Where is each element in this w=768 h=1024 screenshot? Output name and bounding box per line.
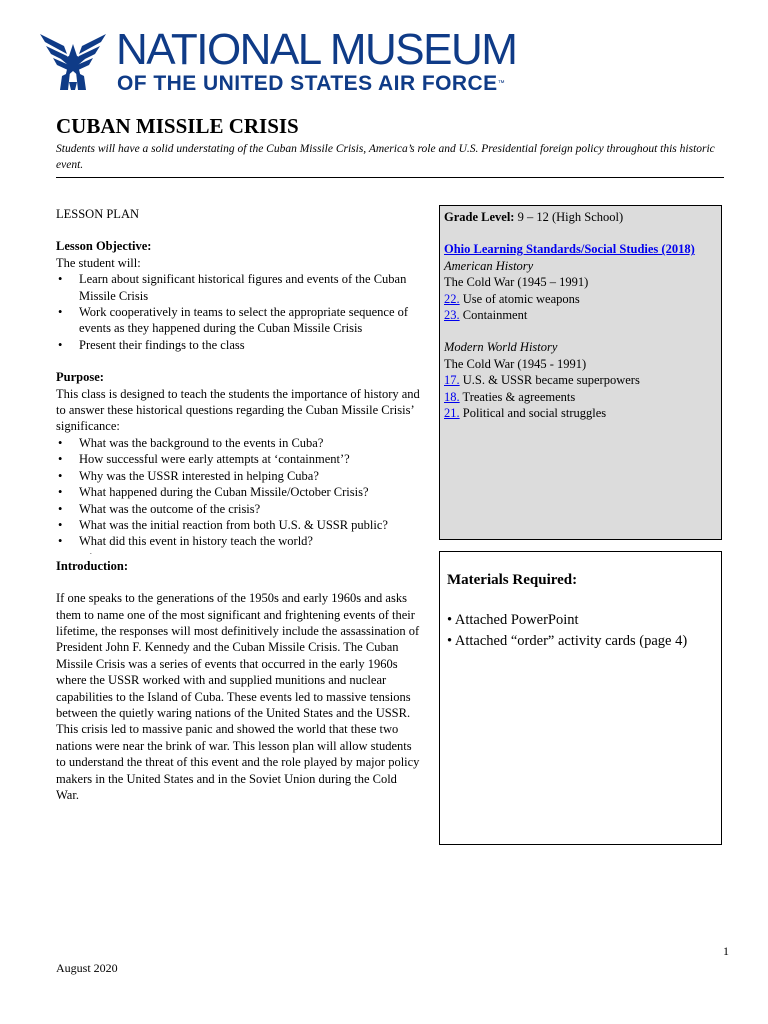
purpose-item: • What did this event in history teach the world? — [56, 533, 424, 549]
footer-date: August 2020 — [56, 961, 118, 975]
grade-level-label: Grade Level: — [444, 210, 515, 224]
objective-heading: Lesson Objective: — [56, 239, 152, 254]
purpose-item: • What was the background to the events in Cuba? — [56, 435, 424, 451]
american-history-era: The Cold War (1945 – 1991) — [444, 275, 589, 290]
air-force-wing-icon — [40, 32, 106, 94]
page-title: CUBAN MISSILE CRISIS — [56, 114, 299, 138]
standard-text: Use of atomic weapons — [459, 291, 580, 306]
purpose-item: • What was the outcome of the crisis? — [56, 501, 424, 517]
modern-world-history-era: The Cold War (1945 - 1991) — [444, 356, 587, 371]
grade-level-box — [439, 205, 722, 540]
objective-item: • Present their findings to the class — [56, 337, 424, 353]
museum-name-line1: NATIONAL MUSEUM — [116, 25, 517, 74]
standard-item — [444, 389, 717, 405]
standard-number-link[interactable]: 21. — [444, 406, 460, 421]
title-divider — [56, 177, 724, 178]
standard-number-link[interactable]: 18. — [444, 389, 460, 404]
standard-number-link[interactable]: 23. — [444, 308, 460, 323]
purpose-item: • What happened during the Cuban Missile/October Crisis? — [56, 484, 424, 500]
standard-item — [444, 291, 717, 307]
objective-item: • Work cooperatively in teams to select the appropriate sequence of events as they happened during the Cuban Missile Crisis — [56, 304, 424, 337]
standard-item — [444, 372, 717, 388]
materials-item: • Attached “order” activity cards (page 4) — [447, 633, 688, 649]
intro-text: If one speaks to the generations of the 1950s and early 1960s and asks them to name one of the most significant and frightening events of their lifetime, the responses will most definitively include the assassination of President John F. Kennedy and the Cuban Missile Crisis. The Cuban Missile Crisis was a series of events that occurred in the early 1960s where the USSR worked with and supplied munitions and nuclear capabilities to the Island of Cuba. These events led to massive tensions between the quietly waring nations of the United States and the USSR. This crisis led to massive panic and showed the world that these two nations were near the brink of war. This lesson plan will allow students to understand the threat of this event and the role played by major policy makers in the United States and in the Soviet Union during the Cold War. — [56, 591, 420, 802]
standard-text: Containment — [459, 308, 528, 323]
standard-text: Treaties & agreements — [459, 389, 576, 404]
purpose-item: • What was the initial reaction from both U.S. & USSR public? — [56, 517, 424, 533]
standard-item — [444, 405, 717, 421]
museum-name-line2-text: OF THE UNITED STATES AIR FORCE — [117, 72, 498, 95]
museum-name-line2 — [117, 72, 505, 96]
purpose-heading: Purpose: — [56, 370, 104, 385]
materials-item: • Attached PowerPoint — [447, 612, 579, 628]
grade-level-value: 9 – 12 (High School) — [514, 210, 624, 224]
materials-heading: Materials Required: — [447, 572, 578, 588]
purpose-list — [56, 435, 424, 550]
standard-item — [444, 307, 717, 323]
standard-number-link[interactable]: 17. — [444, 373, 460, 388]
page-subtitle: Students will have a solid understating of the Cuban Missile Crisis, America’s role and U.S. Presidential foreign policy throughout this historic event. — [56, 143, 715, 171]
stray-dot: . — [90, 547, 92, 556]
objective-intro: The student will: — [56, 255, 141, 270]
lesson-plan-label: LESSON PLAN — [56, 207, 139, 221]
grade-level — [444, 209, 717, 225]
standard-text: U.S. & USSR became superpowers — [459, 373, 640, 388]
purpose-text: This class is designed to teach the students the importance of history and to answer these historical questions regarding the Cuban Missile Crisis’ significance: — [56, 386, 420, 434]
intro-heading: Introduction: — [56, 558, 129, 573]
objective-list — [56, 271, 424, 353]
page-number: 1 — [723, 944, 729, 958]
lesson-content — [56, 206, 424, 803]
materials-box — [439, 551, 722, 845]
standards-link[interactable]: Ohio Learning Standards/Social Studies (2018) — [444, 242, 695, 257]
modern-world-history-title: Modern World History — [444, 340, 558, 355]
standard-number-link[interactable]: 22. — [444, 291, 460, 306]
stray-dot-line — [56, 547, 424, 558]
trademark-symbol: ™ — [497, 80, 505, 87]
standard-text: Political and social struggles — [459, 406, 607, 421]
purpose-item: • Why was the USSR interested in helping Cuba? — [56, 468, 424, 484]
objective-item: • Learn about significant historical figures and events of the Cuban Missile Crisis — [56, 271, 424, 304]
purpose-item: • How successful were early attempts at ‘containment’? — [56, 451, 424, 467]
american-history-title: American History — [444, 258, 534, 273]
